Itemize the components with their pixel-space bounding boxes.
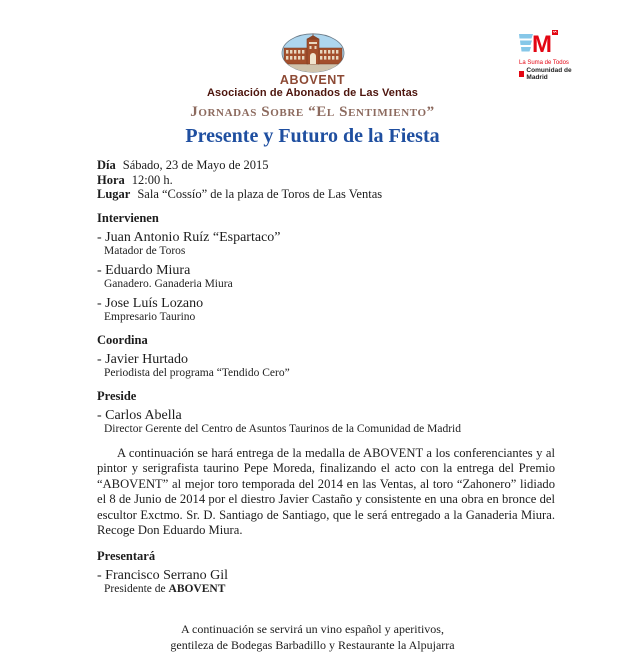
footer-note	[0, 622, 625, 653]
person-name: - Eduardo Miura	[97, 262, 191, 278]
person-javier-hurtado	[97, 352, 555, 380]
person-role	[97, 583, 555, 596]
person-name: - Francisco Serrano Gil	[97, 568, 229, 584]
detail-hora	[97, 173, 555, 188]
series-title: Jornadas Sobre “El Sentimiento”	[190, 104, 435, 120]
person-role: Ganadero. Ganaderia Miura	[104, 277, 233, 290]
flyer-body	[0, 148, 625, 596]
presenter-role-prefix: Presidente de	[104, 583, 169, 596]
madrid-flag-icon	[519, 71, 524, 77]
detail-hora-value: 12:00 h.	[131, 172, 173, 187]
person-name: - Javier Hurtado	[97, 351, 188, 367]
comunidad-madrid-logo	[518, 29, 588, 81]
person-espartaco	[97, 230, 555, 258]
abovent-subtitle: Asociación de Abonados de Las Ventas	[206, 87, 419, 99]
bullring-logo-icon	[281, 33, 345, 73]
svg-text:M: M	[532, 31, 552, 55]
detail-lugar-label: Lugar	[97, 187, 131, 201]
detail-lugar-value: Sala “Cossío” de la plaza de Toros de Las Ventas	[137, 187, 383, 201]
detail-hora-label: Hora	[97, 172, 125, 187]
footer-line1: A continuación se servirá un vino español y aperitivos,	[181, 622, 444, 637]
person-role: Director Gerente del Centro de Asuntos Taurinos de la Comunidad de Madrid	[104, 422, 461, 435]
main-title: Presente y Futuro de la Fiesta	[185, 125, 440, 147]
body-paragraph: A continuación se hará entrega de la medalla de ABOVENT a los conferenciantes y al pintor y serigrafista taurino Pepe Moreda, finalizando el acto con la entrega del Premio “ABOVENT” al mejor toro temporada del 2014 en las Ventas, al toro “Zahonero” lidiado el 8 de Junio de 2014 por el diestro Javier Castaño y consistente en una obra en bronce del escultor Exctmo. Sr. D. Santiago de Santiago, que le será entregado a la Ganaderia Miura. Recoge Don Eduardo Miura.	[97, 445, 555, 538]
footer-line2: gentileza de Bodegas Barbadillo y Restaurante la Alpujarra	[170, 637, 455, 652]
section-heading-preside: Preside	[97, 388, 137, 403]
person-carlos-abella	[97, 408, 555, 436]
person-name: - Juan Antonio Ruíz “Espartaco”	[97, 229, 281, 245]
person-role: Periodista del programa “Tendido Cero”	[104, 366, 290, 379]
header	[0, 0, 625, 98]
madrid-tagline: La Suma de Todos	[519, 60, 569, 66]
detail-dia-label: Día	[97, 158, 116, 172]
madrid-name: Comunidad de Madrid	[526, 67, 572, 81]
section-heading-presentara: Presentará	[97, 549, 156, 564]
presenter-role-org: ABOVENT	[168, 583, 226, 596]
person-jose-luis-lozano	[97, 296, 555, 324]
detail-dia-value: Sábado, 23 de Mayo de 2015	[122, 158, 269, 172]
person-francisco-serrano	[97, 568, 555, 596]
person-eduardo-miura	[97, 263, 555, 291]
section-heading-intervienen: Intervienen	[97, 210, 159, 225]
person-name: - Jose Luís Lozano	[97, 295, 204, 311]
madrid-m-icon	[518, 29, 560, 55]
person-name: - Carlos Abella	[97, 407, 182, 423]
detail-dia	[97, 158, 555, 173]
person-role: Matador de Toros	[104, 244, 186, 257]
detail-lugar	[97, 187, 555, 202]
person-role: Empresario Taurino	[104, 310, 196, 323]
abovent-title: ABOVENT	[279, 73, 346, 87]
section-heading-coordina: Coordina	[97, 332, 148, 347]
